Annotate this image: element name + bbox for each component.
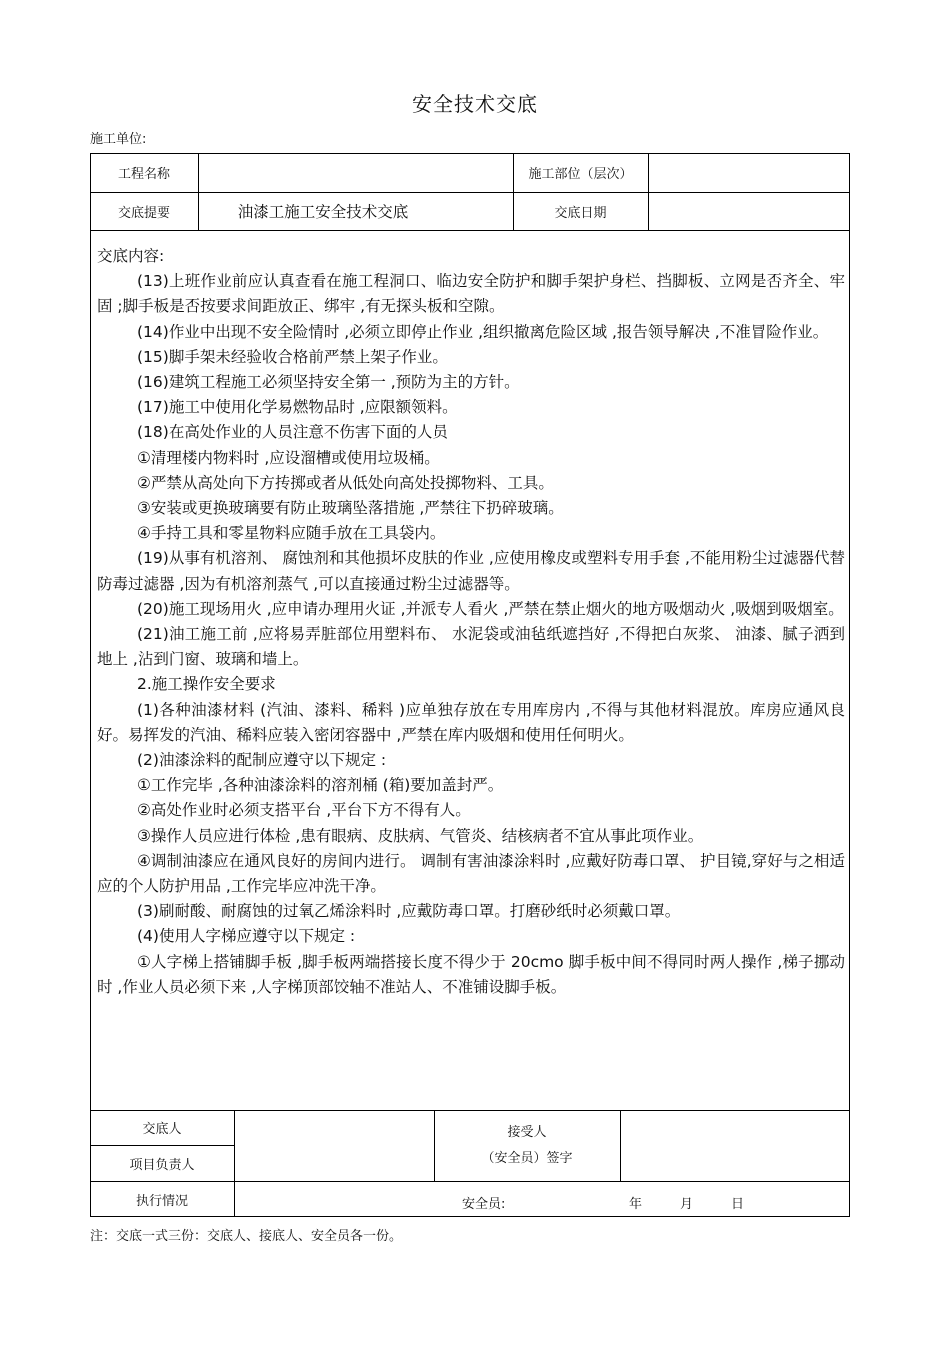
presenter-signature-field[interactable] [235, 1110, 434, 1145]
content-paragraph: ④手持工具和零星物料应随手放在工具袋内。 [137, 524, 446, 543]
year-label: 年 [629, 1197, 643, 1212]
content-paragraph: (1)各种油漆材料 (汽油、漆料、稀料 )应单独存放在专用库房内 ,不得与其他材料混放。库房应通风良好。易挥发的汽油、稀料应装入密闭容器中 ,严禁在库内吸烟和使用任何明火。 [97, 700, 845, 744]
content-paragraph: ②高处作业时必须支搭平台 ,平台下方不得有人。 [137, 801, 471, 820]
content-paragraph: (20)施工现场用火 ,应申请办理用火证 ,并派专人看火 ,严禁在禁止烟火的地方吸烟动火 ,吸烟到吸烟室。 [137, 599, 844, 618]
project-name-field[interactable] [198, 153, 513, 192]
safety-officer-label: 安全员: [462, 1197, 506, 1212]
content-paragraph: (4)使用人字梯应遵守以下规定 : [137, 927, 356, 946]
content-paragraph: ③安装或更换玻璃要有防止玻璃坠落措施 ,严禁往下扔碎玻璃。 [137, 499, 564, 518]
project-manager-signature-field[interactable] [235, 1145, 434, 1181]
content-heading: 交底内容: [97, 247, 165, 265]
project-name-label: 工程名称 [117, 167, 170, 182]
content-paragraph: ①清理楼内物料时 ,应设溜槽或使用垃圾桶。 [137, 448, 440, 467]
content-paragraph: (14)作业中出现不安全险情时 ,必须立即停止作业 ,组织撤离危险区域 ,报告领导解决 ,不准冒险作业。 [137, 322, 829, 341]
document-title: 安全技术交底 [412, 92, 538, 116]
content-paragraph: (16)建筑工程施工必须坚持安全第一 ,预防为主的方针。 [137, 373, 520, 392]
row-divider [90, 230, 850, 231]
content-paragraph: (15)脚手架未经验收合格前严禁上架子作业。 [137, 347, 448, 366]
content-paragraph: (19)从事有机溶剂、 腐蚀剂和其他损坏皮肤的作业 ,应使用橡皮或塑料专用手套 ,不能用粉尘过滤器代替防毒过滤器 ,因为有机溶剂蒸气 ,可以直接通过粉尘过滤器等。 [97, 549, 845, 593]
receiver-label [434, 1110, 620, 1181]
content-paragraph: ③操作人员应进行体检 ,患有眼病、皮肤病、气管炎、结核病者不宜从事此项作业。 [137, 826, 704, 845]
location-label: 施工部位（层次） [528, 167, 633, 182]
summary-label: 交底提要 [117, 205, 170, 221]
content-paragraph: (13)上班作业前应认真查看在施工程洞口、临边安全防护和脚手架护身栏、挡脚板、立网是否齐全、牢固 ;脚手板是否按要求间距放正、绑牢 ,有无探头板和空隙。 [97, 272, 845, 316]
date-label: 交底日期 [554, 205, 607, 221]
content-paragraph: (2)油漆涂料的配制应遵守以下规定 : [137, 751, 387, 770]
presenter-label: 交底人 [142, 1122, 182, 1137]
date-field[interactable] [648, 192, 850, 230]
content-paragraph: (18)在高处作业的人员注意不伤害下面的人员 [137, 423, 448, 442]
content-paragraph: (17)施工中使用化学易燃物品时 ,应限额领料。 [137, 398, 458, 417]
project-manager-label: 项目负责人 [129, 1157, 195, 1173]
execution-label: 执行情况 [135, 1193, 188, 1209]
receiver-label-line1: 接受人 [507, 1124, 547, 1140]
content-paragraph: ④调制油漆应在通风良好的房间内进行。 调制有害油漆涂料时 ,应戴好防毒口罩、 护目镜,穿好与之相适应的个人防护用品 ,工作完毕应冲洗干净。 [97, 851, 845, 896]
content-paragraph: ①工作完毕 ,各种油漆涂料的溶剂桶 (箱)要加盖封严。 [137, 776, 504, 795]
day-label: 日 [731, 1197, 745, 1212]
location-field[interactable] [648, 153, 850, 192]
footnote: 注：交底一式三份：交底人、接底人、安全员各一份。 [90, 1229, 403, 1244]
content-paragraph: (3)刷耐酸、耐腐蚀的过氧乙烯涂料时 ,应戴防毒口罩。打磨砂纸时必须戴口罩。 [137, 902, 681, 921]
content-paragraph: ①人字梯上搭铺脚手板 ,脚手板两端搭接长度不得少于 20cmo 脚手板中间不得同时两人操作 ,梯子挪动时 ,作业人员必须下来 ,人字梯顶部饺轴不准站人、不准铺设脚手板。 [97, 952, 845, 996]
content-section-heading: 2.施工操作安全要求 [137, 675, 276, 694]
construction-unit-label: 施工单位: [90, 132, 147, 147]
receiver-label-line2: （安全员）签字 [481, 1150, 573, 1166]
summary-value: 油漆工施工安全技术交底 [237, 203, 409, 221]
month-label: 月 [680, 1197, 694, 1212]
receiver-signature-field[interactable] [620, 1110, 850, 1181]
content-paragraph: ②严禁从高处向下方抟掷或者从低处向高处投掷物料、工具。 [137, 473, 554, 492]
briefing-content [97, 244, 845, 1000]
content-paragraph: (21)油工施工前 ,应将易弄脏部位用塑料布、 水泥袋或油毡纸遮挡好 ,不得把白灰浆、 油漆、腻子洒到地上 ,沾到门窗、玻璃和墙上。 [97, 625, 845, 669]
